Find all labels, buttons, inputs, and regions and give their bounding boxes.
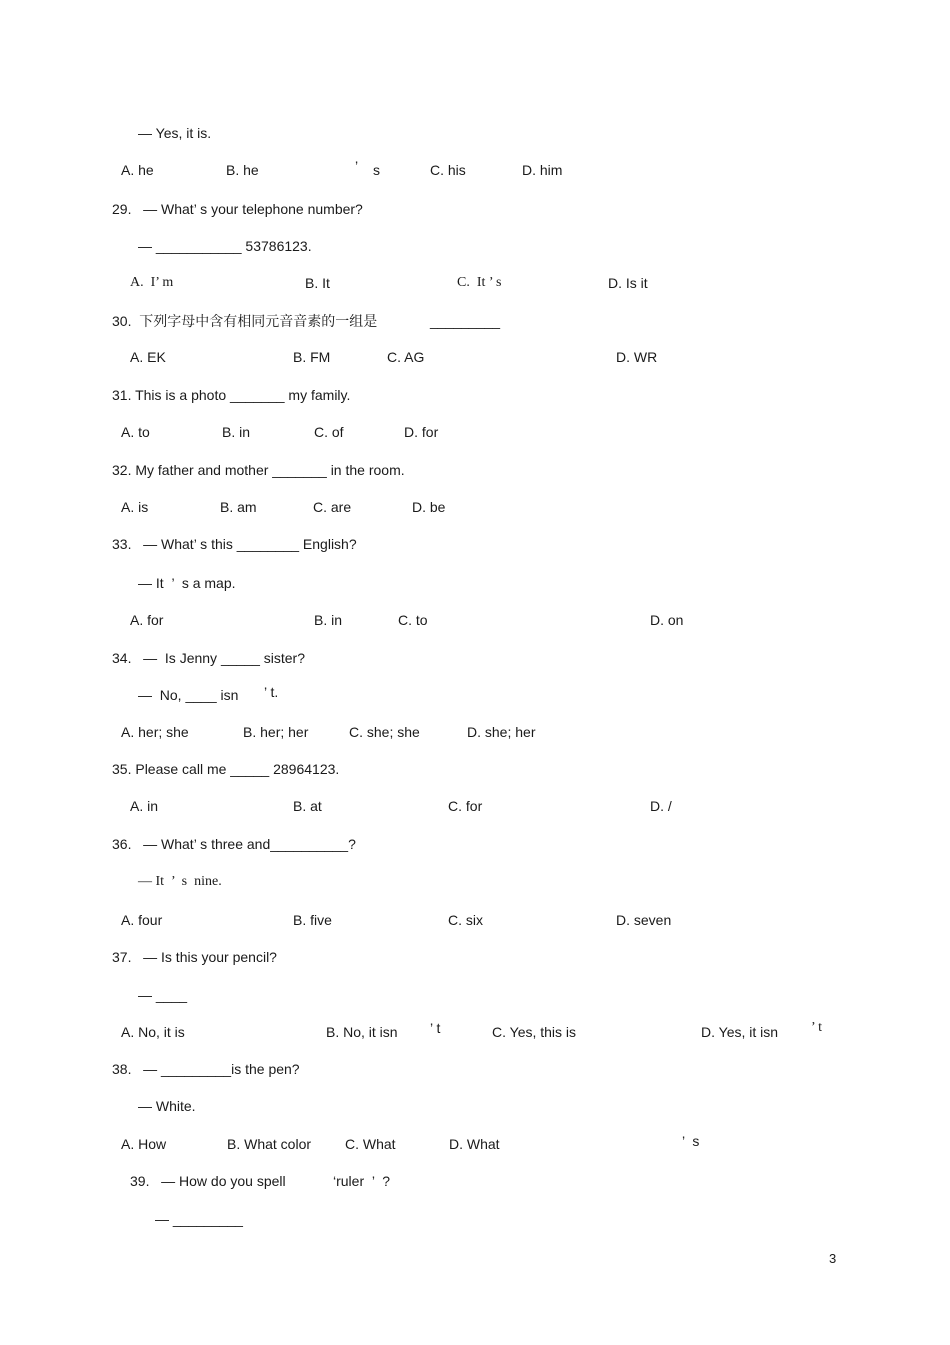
- option: C. are: [313, 499, 352, 515]
- answer-line: — It ’ s nine.: [138, 874, 222, 889]
- option: A. her; she: [121, 724, 189, 740]
- option: A. in: [130, 798, 159, 814]
- option: A. four: [121, 912, 163, 928]
- page-number: 3: [829, 1251, 837, 1266]
- option: C. to: [398, 612, 428, 628]
- option: A. to: [121, 424, 150, 440]
- question-29: 29. — What’ s your telephone number?: [112, 201, 363, 217]
- option: A. I’ m: [130, 275, 174, 290]
- answer-line: — Yes, it is.: [138, 125, 212, 141]
- question-34: 34. — Is Jenny _____ sister?: [112, 650, 305, 666]
- question-37: 37. — Is this your pencil?: [112, 949, 277, 965]
- option: D. on: [650, 612, 684, 628]
- option: B. in: [222, 424, 251, 440]
- option: D. she; her: [467, 724, 536, 740]
- option: ’ t: [811, 1020, 823, 1035]
- option: B. am: [220, 499, 257, 515]
- option: ’: [355, 158, 359, 174]
- option: D. seven: [616, 912, 672, 928]
- option: C. AG: [387, 349, 425, 365]
- question-38: 38. — _________is the pen?: [112, 1061, 300, 1077]
- question-35: 35. Please call me _____ 28964123.: [112, 761, 340, 777]
- answer-line: — White.: [138, 1098, 196, 1114]
- option: B. her; her: [243, 724, 309, 740]
- answer-line: — No, ____ isn: [138, 687, 239, 703]
- option: B. No, it isn: [326, 1024, 398, 1040]
- option: D. be: [412, 499, 446, 515]
- option: D. /: [650, 798, 672, 814]
- option: B. at: [293, 798, 322, 814]
- option: D. for: [404, 424, 439, 440]
- question-31: 31. This is a photo _______ my family.: [112, 387, 351, 403]
- option: B. What color: [227, 1136, 312, 1152]
- option: A. How: [121, 1136, 167, 1152]
- option: C. his: [430, 162, 466, 178]
- option: D. WR: [616, 349, 658, 365]
- option: s: [373, 162, 380, 178]
- question-36: 36. — What’ s three and__________?: [112, 836, 356, 852]
- option: A. No, it is: [121, 1024, 185, 1040]
- answer-line: — ___________ 53786123.: [138, 238, 312, 254]
- option: C. It ’ s: [457, 275, 502, 290]
- option: ’ t: [430, 1020, 441, 1036]
- answer-line: ’ t.: [264, 684, 279, 700]
- question-32: 32. My father and mother _______ in the room.: [112, 462, 405, 478]
- answer-line: — ____: [138, 987, 188, 1003]
- option: A. is: [121, 499, 149, 515]
- option: D. him: [522, 162, 563, 178]
- option: D. What: [449, 1136, 500, 1152]
- answer-line: — It ’ s a map.: [138, 575, 236, 591]
- option: C. Yes, this is: [492, 1024, 577, 1040]
- option: D. Is it: [608, 275, 648, 291]
- question-30: 30. 下列字母中含有相同元音音素的一组是: [112, 313, 378, 329]
- option: A. EK: [130, 349, 166, 365]
- option: D. Yes, it isn: [701, 1024, 779, 1040]
- option: B. in: [314, 612, 343, 628]
- question-39-word: ‘ruler ’ ?: [333, 1173, 391, 1189]
- option: C. she; she: [349, 724, 420, 740]
- option: B. five: [293, 912, 332, 928]
- option: C. for: [448, 798, 483, 814]
- option: A. for: [130, 612, 164, 628]
- option: ’ s: [682, 1133, 700, 1149]
- option: C. six: [448, 912, 483, 928]
- option: C. What: [345, 1136, 396, 1152]
- option: A. he: [121, 162, 154, 178]
- answer-line: — _________: [155, 1211, 243, 1227]
- option: B. It: [305, 275, 330, 291]
- question-33: 33. — What’ s this ________ English?: [112, 536, 357, 552]
- option: B. he: [226, 162, 259, 178]
- blank: _________: [430, 313, 501, 329]
- option: C. of: [314, 424, 344, 440]
- option: B. FM: [293, 349, 331, 365]
- question-39: 39. — How do you spell: [130, 1173, 286, 1189]
